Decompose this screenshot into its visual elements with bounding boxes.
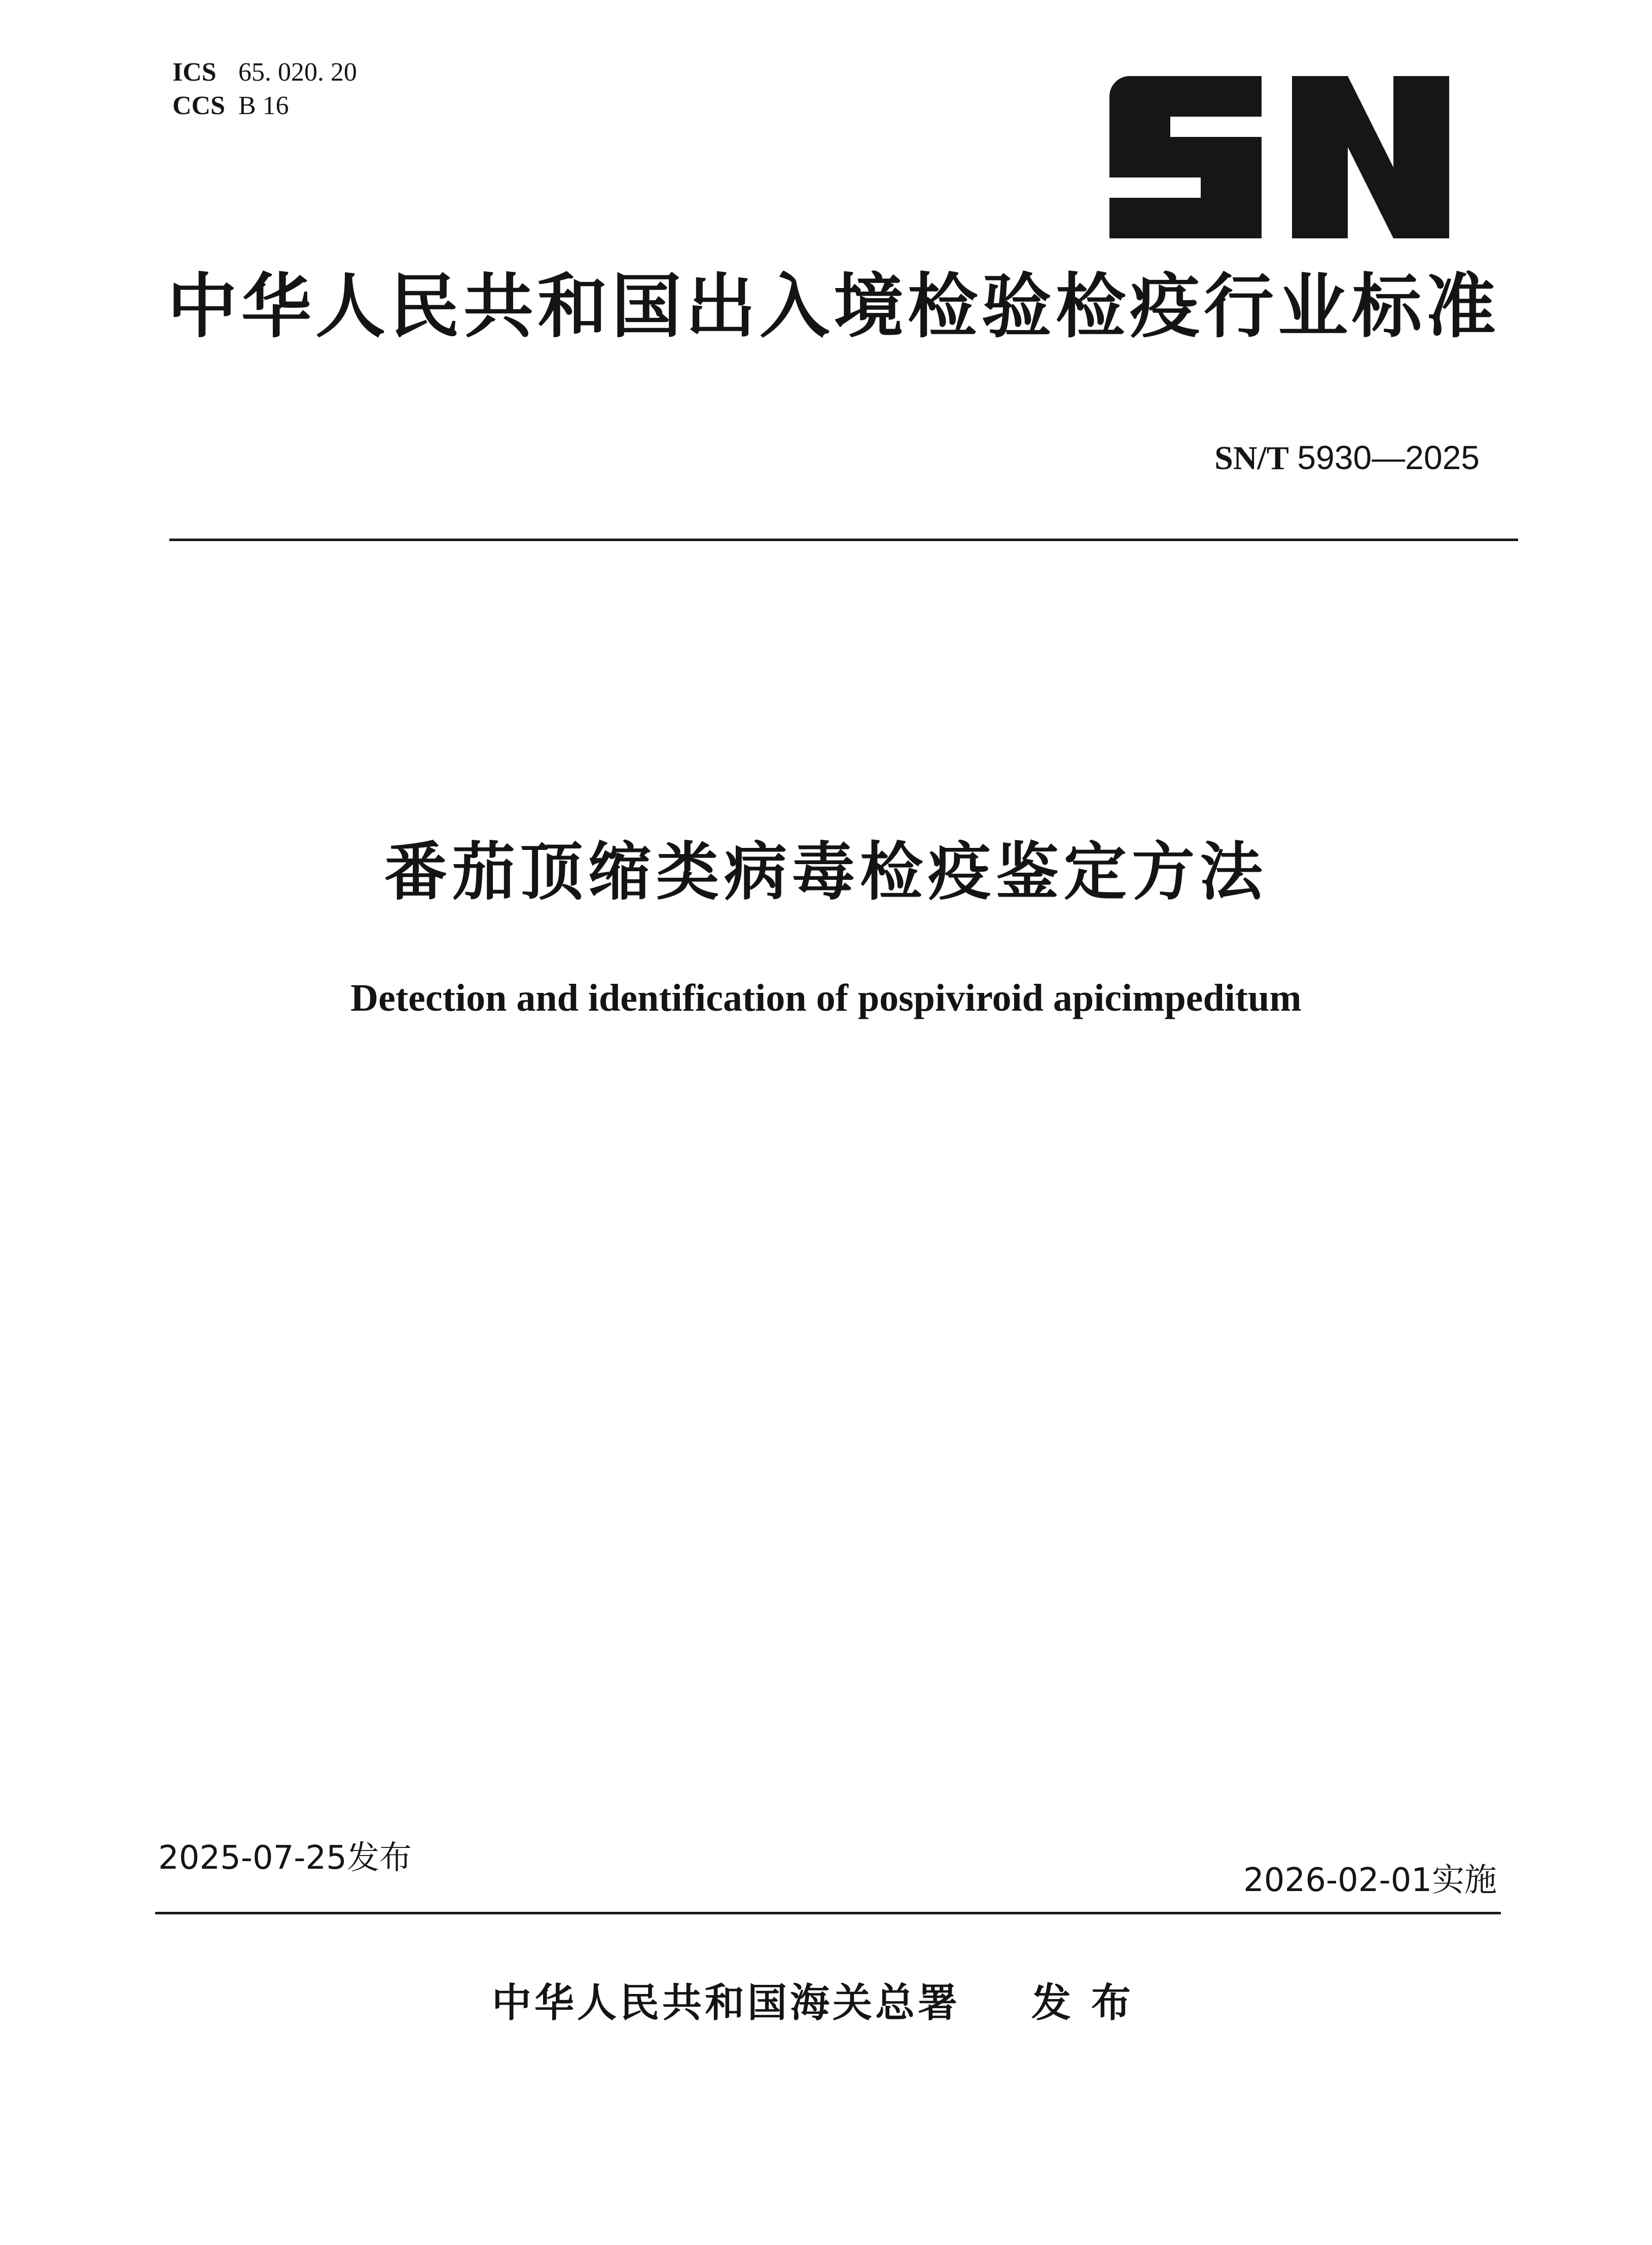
ccs-value: B 16 [238, 91, 289, 120]
issuer-action: 发布 [1031, 1980, 1152, 2026]
ccs-row [172, 89, 357, 123]
ics-value: 65. 020. 20 [238, 58, 357, 87]
issuer-line [492, 1978, 1151, 2028]
document-title-english: Detection and identification of pospiviroid apicimpeditum [350, 977, 1302, 1019]
sn-logo-letter-s [1109, 76, 1262, 238]
standard-number-value: 5930—2025 [1297, 439, 1480, 476]
implementation-date: 2026-02-01实施 [1243, 1862, 1497, 1899]
standard-number-prefix: SN/T [1214, 440, 1289, 477]
classification-codes [172, 56, 357, 123]
standard-number [1214, 437, 1480, 479]
issuer-name: 中华人民共和国海关总署 [492, 1980, 961, 2026]
document-title-chinese: 番茄顶缩类病毒检疫鉴定方法 [384, 836, 1268, 909]
header-divider [169, 539, 1518, 541]
sn-logo [1109, 76, 1449, 238]
ccs-label: CCS [172, 91, 226, 120]
sn-logo-letter-n [1292, 76, 1449, 238]
standard-type-heading: 中华人民共和国出入境检验检疫行业标准 [167, 266, 1500, 347]
footer-divider [155, 1912, 1501, 1914]
issue-date: 2025-07-25发布 [158, 1839, 412, 1877]
ics-row [172, 56, 357, 89]
ics-label: ICS [172, 58, 217, 87]
